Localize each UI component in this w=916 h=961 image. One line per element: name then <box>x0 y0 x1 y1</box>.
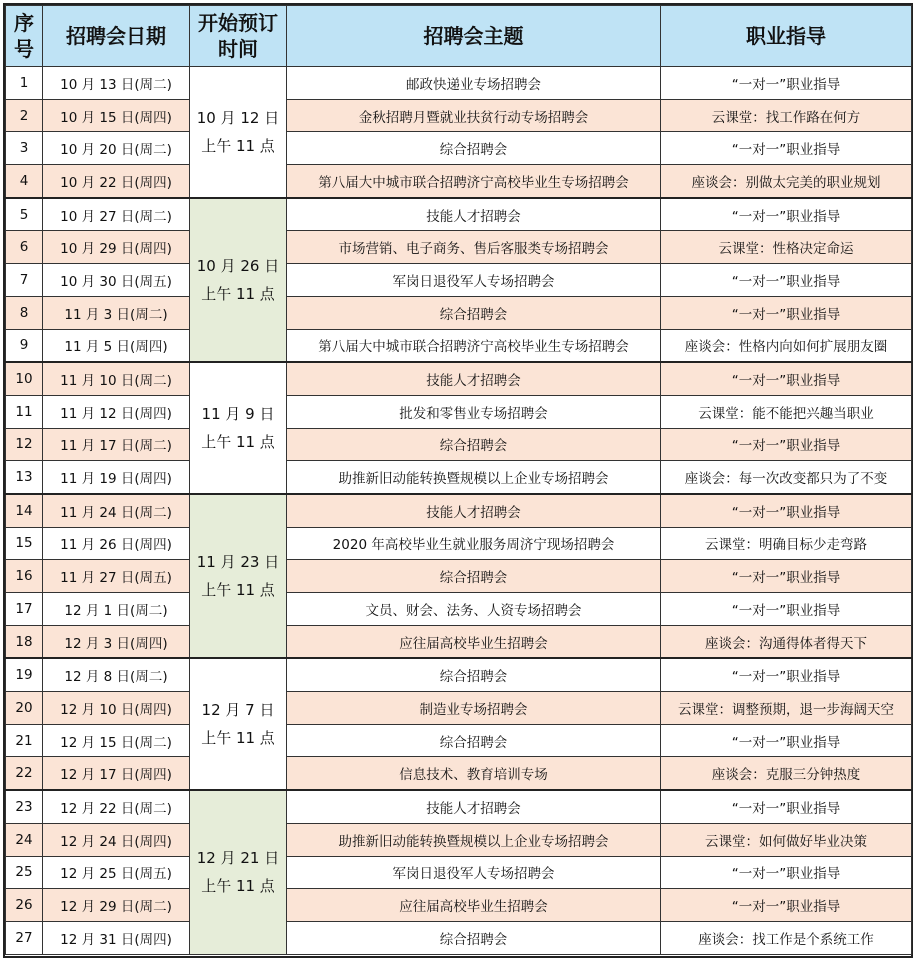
seq-cell: 23 <box>6 790 43 823</box>
date-cell: 12 月 1 日(周二) <box>43 593 190 626</box>
table-row <box>6 856 912 889</box>
booking-date: 10 月 26 日 <box>196 256 280 275</box>
schedule-body <box>6 67 912 955</box>
guidance-cell: “一对一”职业指导 <box>661 264 912 297</box>
topic-cell: 综合招聘会 <box>287 724 661 757</box>
header-booking: 开始预订时间 <box>190 6 287 67</box>
guidance-cell: “一对一”职业指导 <box>661 658 912 691</box>
guidance-cell: “一对一”职业指导 <box>661 296 912 329</box>
topic-cell: 助推新旧动能转换暨规模以上企业专场招聘会 <box>287 461 661 494</box>
date-cell: 10 月 22 日(周四) <box>43 165 190 198</box>
table-row <box>6 889 912 922</box>
seq-cell: 3 <box>6 132 43 165</box>
table-row <box>6 132 912 165</box>
topic-cell: 2020 年高校毕业生就业服务周济宁现场招聘会 <box>287 527 661 560</box>
topic-cell: 制造业专场招聘会 <box>287 692 661 725</box>
date-cell: 12 月 25 日(周五) <box>43 856 190 889</box>
topic-cell: 第八届大中城市联合招聘济宁高校毕业生专场招聘会 <box>287 165 661 198</box>
guidance-cell: “一对一”职业指导 <box>661 593 912 626</box>
guidance-cell: 云课堂：能不能把兴趣当职业 <box>661 395 912 428</box>
table-row <box>6 921 912 954</box>
seq-cell: 6 <box>6 231 43 264</box>
guidance-cell: 座谈会：找工作是个系统工作 <box>661 921 912 954</box>
table-row <box>6 560 912 593</box>
seq-cell: 22 <box>6 757 43 790</box>
booking-hour: 上午 11 点 <box>201 877 275 896</box>
booking-time-cell <box>190 494 287 658</box>
date-cell: 10 月 15 日(周四) <box>43 99 190 132</box>
guidance-cell: 座谈会：克服三分钟热度 <box>661 757 912 790</box>
booking-hour: 上午 11 点 <box>201 729 275 748</box>
topic-cell: 技能人才招聘会 <box>287 362 661 395</box>
table-row <box>6 264 912 297</box>
date-cell: 11 月 12 日(周四) <box>43 395 190 428</box>
guidance-cell: 座谈会：别做太完美的职业规划 <box>661 165 912 198</box>
table-row <box>6 757 912 790</box>
seq-cell: 13 <box>6 461 43 494</box>
guidance-cell: “一对一”职业指导 <box>661 132 912 165</box>
topic-cell: 技能人才招聘会 <box>287 790 661 823</box>
topic-cell: 军岗日退役军人专场招聘会 <box>287 856 661 889</box>
date-cell: 11 月 17 日(周二) <box>43 428 190 461</box>
date-cell: 10 月 29 日(周四) <box>43 231 190 264</box>
date-cell: 12 月 31 日(周四) <box>43 921 190 954</box>
header-date: 招聘会日期 <box>43 6 190 67</box>
date-cell: 12 月 8 日(周二) <box>43 658 190 691</box>
header-row <box>6 6 912 67</box>
table-row <box>6 692 912 725</box>
booking-date: 11 月 23 日 <box>196 553 280 572</box>
guidance-cell: “一对一”职业指导 <box>661 67 912 100</box>
seq-cell: 27 <box>6 921 43 954</box>
topic-cell: 邮政快递业专场招聘会 <box>287 67 661 100</box>
date-cell: 11 月 19 日(周四) <box>43 461 190 494</box>
topic-cell: 综合招聘会 <box>287 132 661 165</box>
date-cell: 12 月 29 日(周二) <box>43 889 190 922</box>
booking-time-cell <box>190 362 287 494</box>
date-cell: 11 月 26 日(周四) <box>43 527 190 560</box>
seq-cell: 2 <box>6 99 43 132</box>
guidance-cell: 云课堂：明确目标少走弯路 <box>661 527 912 560</box>
job-fair-schedule-table <box>5 5 912 955</box>
topic-cell: 综合招聘会 <box>287 560 661 593</box>
topic-cell: 综合招聘会 <box>287 428 661 461</box>
seq-cell: 10 <box>6 362 43 395</box>
table-row <box>6 395 912 428</box>
booking-time-cell <box>190 67 287 198</box>
date-cell: 11 月 5 日(周四) <box>43 329 190 362</box>
topic-cell: 市场营销、电子商务、售后客服类专场招聘会 <box>287 231 661 264</box>
topic-cell: 第八届大中城市联合招聘济宁高校毕业生专场招聘会 <box>287 329 661 362</box>
seq-cell: 9 <box>6 329 43 362</box>
seq-cell: 17 <box>6 593 43 626</box>
table-row <box>6 362 912 395</box>
date-cell: 11 月 10 日(周二) <box>43 362 190 395</box>
table-row <box>6 461 912 494</box>
seq-cell: 24 <box>6 823 43 856</box>
date-cell: 12 月 10 日(周四) <box>43 692 190 725</box>
header-topic: 招聘会主题 <box>287 6 661 67</box>
guidance-cell: 座谈会：性格内向如何扩展朋友圈 <box>661 329 912 362</box>
table-row <box>6 329 912 362</box>
guidance-cell: 座谈会：沟通得体者得天下 <box>661 625 912 658</box>
table-row <box>6 198 912 231</box>
table-row <box>6 428 912 461</box>
seq-cell: 20 <box>6 692 43 725</box>
booking-hour: 上午 11 点 <box>201 136 275 155</box>
date-cell: 12 月 17 日(周四) <box>43 757 190 790</box>
date-cell: 11 月 3 日(周二) <box>43 296 190 329</box>
date-cell: 11 月 27 日(周五) <box>43 560 190 593</box>
booking-date: 12 月 21 日 <box>196 849 280 868</box>
table-row <box>6 527 912 560</box>
seq-cell: 26 <box>6 889 43 922</box>
topic-cell: 信息技术、教育培训专场 <box>287 757 661 790</box>
topic-cell: 应往届高校毕业生招聘会 <box>287 889 661 922</box>
guidance-cell: “一对一”职业指导 <box>661 428 912 461</box>
topic-cell: 军岗日退役军人专场招聘会 <box>287 264 661 297</box>
guidance-cell: 云课堂：性格决定命运 <box>661 231 912 264</box>
booking-time-cell <box>190 658 287 790</box>
seq-cell: 7 <box>6 264 43 297</box>
table-row <box>6 494 912 527</box>
guidance-cell: “一对一”职业指导 <box>661 362 912 395</box>
guidance-cell: “一对一”职业指导 <box>661 560 912 593</box>
booking-hour: 上午 11 点 <box>201 433 275 452</box>
seq-cell: 19 <box>6 658 43 691</box>
topic-cell: 助推新旧动能转换暨规模以上企业专场招聘会 <box>287 823 661 856</box>
booking-date: 10 月 12 日 <box>196 108 280 127</box>
seq-cell: 8 <box>6 296 43 329</box>
topic-cell: 批发和零售业专场招聘会 <box>287 395 661 428</box>
guidance-cell: “一对一”职业指导 <box>661 856 912 889</box>
guidance-cell: “一对一”职业指导 <box>661 724 912 757</box>
topic-cell: 应往届高校毕业生招聘会 <box>287 625 661 658</box>
guidance-cell: “一对一”职业指导 <box>661 889 912 922</box>
date-cell: 10 月 20 日(周二) <box>43 132 190 165</box>
guidance-cell: 云课堂：如何做好毕业决策 <box>661 823 912 856</box>
table-row <box>6 724 912 757</box>
guidance-cell: “一对一”职业指导 <box>661 198 912 231</box>
seq-cell: 16 <box>6 560 43 593</box>
topic-cell: 技能人才招聘会 <box>287 198 661 231</box>
topic-cell: 技能人才招聘会 <box>287 494 661 527</box>
date-cell: 10 月 30 日(周五) <box>43 264 190 297</box>
booking-hour: 上午 11 点 <box>201 284 275 303</box>
table-row <box>6 67 912 100</box>
seq-cell: 4 <box>6 165 43 198</box>
seq-cell: 15 <box>6 527 43 560</box>
booking-time-cell <box>190 198 287 362</box>
seq-cell: 5 <box>6 198 43 231</box>
table-row <box>6 231 912 264</box>
topic-cell: 综合招聘会 <box>287 921 661 954</box>
guidance-cell: “一对一”职业指导 <box>661 790 912 823</box>
table-row <box>6 823 912 856</box>
header-seq: 序号 <box>6 6 43 67</box>
date-cell: 12 月 24 日(周四) <box>43 823 190 856</box>
date-cell: 10 月 27 日(周二) <box>43 198 190 231</box>
booking-date: 11 月 9 日 <box>201 405 275 424</box>
booking-time-cell <box>190 790 287 954</box>
table-row <box>6 296 912 329</box>
schedule-table-frame <box>3 3 913 958</box>
table-row <box>6 99 912 132</box>
date-cell: 12 月 22 日(周二) <box>43 790 190 823</box>
guidance-cell: “一对一”职业指导 <box>661 494 912 527</box>
date-cell: 12 月 15 日(周二) <box>43 724 190 757</box>
seq-cell: 11 <box>6 395 43 428</box>
table-row <box>6 165 912 198</box>
table-row <box>6 593 912 626</box>
seq-cell: 14 <box>6 494 43 527</box>
header-guidance: 职业指导 <box>661 6 912 67</box>
topic-cell: 文员、财会、法务、人资专场招聘会 <box>287 593 661 626</box>
guidance-cell: 座谈会：每一次改变都只为了不变 <box>661 461 912 494</box>
seq-cell: 1 <box>6 67 43 100</box>
seq-cell: 21 <box>6 724 43 757</box>
seq-cell: 25 <box>6 856 43 889</box>
seq-cell: 18 <box>6 625 43 658</box>
booking-hour: 上午 11 点 <box>201 581 275 600</box>
table-row <box>6 658 912 691</box>
topic-cell: 金秋招聘月暨就业扶贫行动专场招聘会 <box>287 99 661 132</box>
table-row <box>6 790 912 823</box>
date-cell: 10 月 13 日(周二) <box>43 67 190 100</box>
date-cell: 12 月 3 日(周四) <box>43 625 190 658</box>
date-cell: 11 月 24 日(周二) <box>43 494 190 527</box>
topic-cell: 综合招聘会 <box>287 658 661 691</box>
seq-cell: 12 <box>6 428 43 461</box>
booking-date: 12 月 7 日 <box>201 701 275 720</box>
table-row <box>6 625 912 658</box>
guidance-cell: 云课堂：找工作路在何方 <box>661 99 912 132</box>
topic-cell: 综合招聘会 <box>287 296 661 329</box>
guidance-cell: 云课堂：调整预期，退一步海阔天空 <box>661 692 912 725</box>
